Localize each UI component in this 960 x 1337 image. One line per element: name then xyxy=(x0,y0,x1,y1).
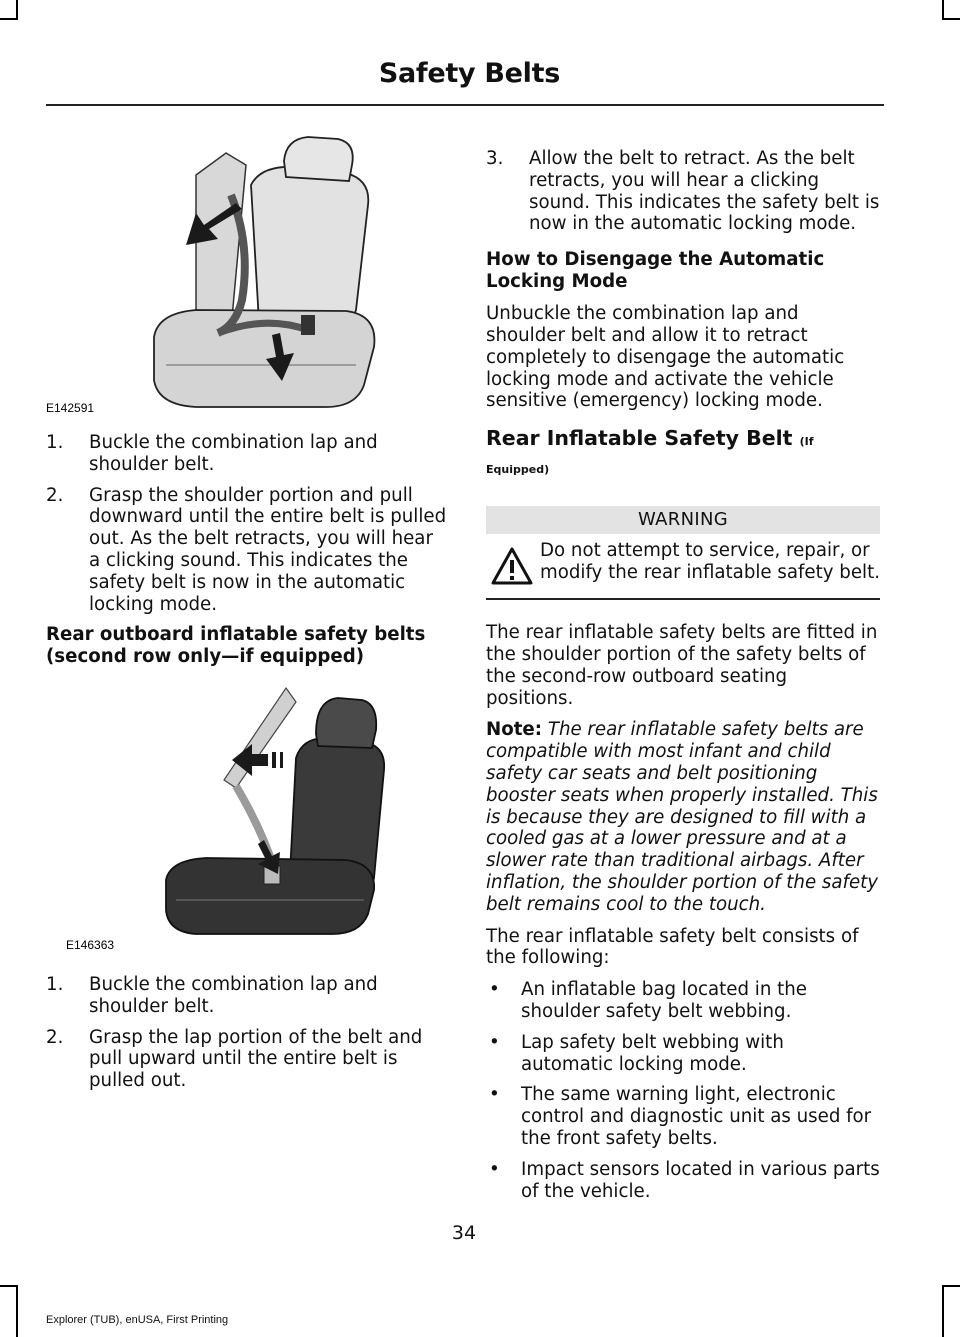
steps-retract xyxy=(486,148,880,235)
figure-seat-shoulder-belt xyxy=(46,125,448,425)
warning-label: WARNING xyxy=(486,506,880,534)
left-column-bottom xyxy=(46,974,448,1101)
right-column xyxy=(486,148,880,1211)
paragraph: The rear inflatable safety belts are fitted in the shoulder portion of the safety belts of the second-row outboard seating positions. xyxy=(486,622,878,709)
note-text: The rear inflatable safety belts are compatible with most infant and child safety car seats and belt positioning booster seats when properly installed. This is because they are designed to fill with a cooled gas at a lower pressure and at a slower rate than traditional airbags. After inflation, the shoulder portion of the safety belt remains cool to the touch. xyxy=(486,719,879,915)
list-item: • The same warning light, electronic control and diagnostic unit as used for the front safety belts. xyxy=(489,1084,872,1149)
note xyxy=(486,719,880,915)
warning-body xyxy=(486,534,880,598)
figure-code: E146363 xyxy=(66,938,115,952)
crop-mark xyxy=(0,18,18,20)
component-list xyxy=(486,979,880,1202)
disengage-heading: How to Disengage the Automatic Locking Mode xyxy=(486,249,825,293)
steps-lap-belt xyxy=(46,974,448,1092)
document-info: Explorer (TUB), enUSA, First Printing xyxy=(46,1314,229,1326)
list-item: 2. Grasp the lap portion of the belt and pull upward until the entire belt is pulled out. xyxy=(46,1026,423,1092)
list-item: 1. Buckle the combination lap and shoulder belt. xyxy=(46,432,378,475)
section-heading: Rear outboard inflatable safety belts (second row only—if equipped) xyxy=(46,624,426,668)
page-number: 34 xyxy=(451,1222,477,1244)
section-heading-rear-inflatable: Rear Inflatable Safety Belt (If Equipped) xyxy=(486,426,814,477)
crop-mark xyxy=(942,18,960,20)
list-item: • An inflatable bag located in the shoulder safety belt webbing. xyxy=(489,979,807,1022)
page-title: Safety Belts xyxy=(378,58,560,89)
crop-mark xyxy=(942,0,944,20)
crop-mark xyxy=(942,1285,960,1287)
disengage-text: Unbuckle the combination lap and shoulder belt and allow it to retract completely to disengage the automatic locking mode and activate the vehicle sensitive (emergency) locking mode. xyxy=(486,303,845,412)
list-item: • Lap safety belt webbing with automatic locking mode. xyxy=(489,1031,784,1075)
left-column-top xyxy=(46,432,448,678)
warning-rule xyxy=(486,598,880,600)
paragraph: The rear inflatable safety belt consists of the following: xyxy=(486,925,859,969)
section-qualifier: (If Equipped) xyxy=(486,435,814,477)
header-rule xyxy=(46,104,884,106)
crop-mark xyxy=(16,0,18,20)
figure-code: E142591 xyxy=(46,401,95,415)
warning-box xyxy=(486,506,880,600)
crop-mark xyxy=(0,1285,18,1287)
steps-shoulder-belt xyxy=(46,432,448,615)
list-item: • Impact sensors located in various parts of the vehicle. xyxy=(489,1158,880,1202)
warning-triangle-icon xyxy=(490,546,534,592)
warning-text: Do not attempt to service, repair, or modify the rear inflatable safety belt. xyxy=(540,540,880,583)
crop-mark xyxy=(942,1285,944,1337)
list-item: 2. Grasp the shoulder portion and pull downward until the entire belt is pulled out. As the belt retracts, you will hear a clicking sound. This indicates the safety belt is now in the automatic locking mode. xyxy=(46,484,447,615)
figure-second-row-seat xyxy=(46,668,448,954)
list-item: 3. Allow the belt to retract. As the belt retracts, you will hear a clicking sound. This indicates the safety belt is now in the automatic locking mode. xyxy=(486,148,880,235)
second-row-seat-illustration xyxy=(46,668,448,954)
crop-mark xyxy=(16,1285,18,1337)
list-item: 1. Buckle the combination lap and shoulder belt. xyxy=(46,974,378,1017)
seat-shoulder-belt-illustration xyxy=(46,125,448,425)
note-label: Note: xyxy=(486,719,543,741)
